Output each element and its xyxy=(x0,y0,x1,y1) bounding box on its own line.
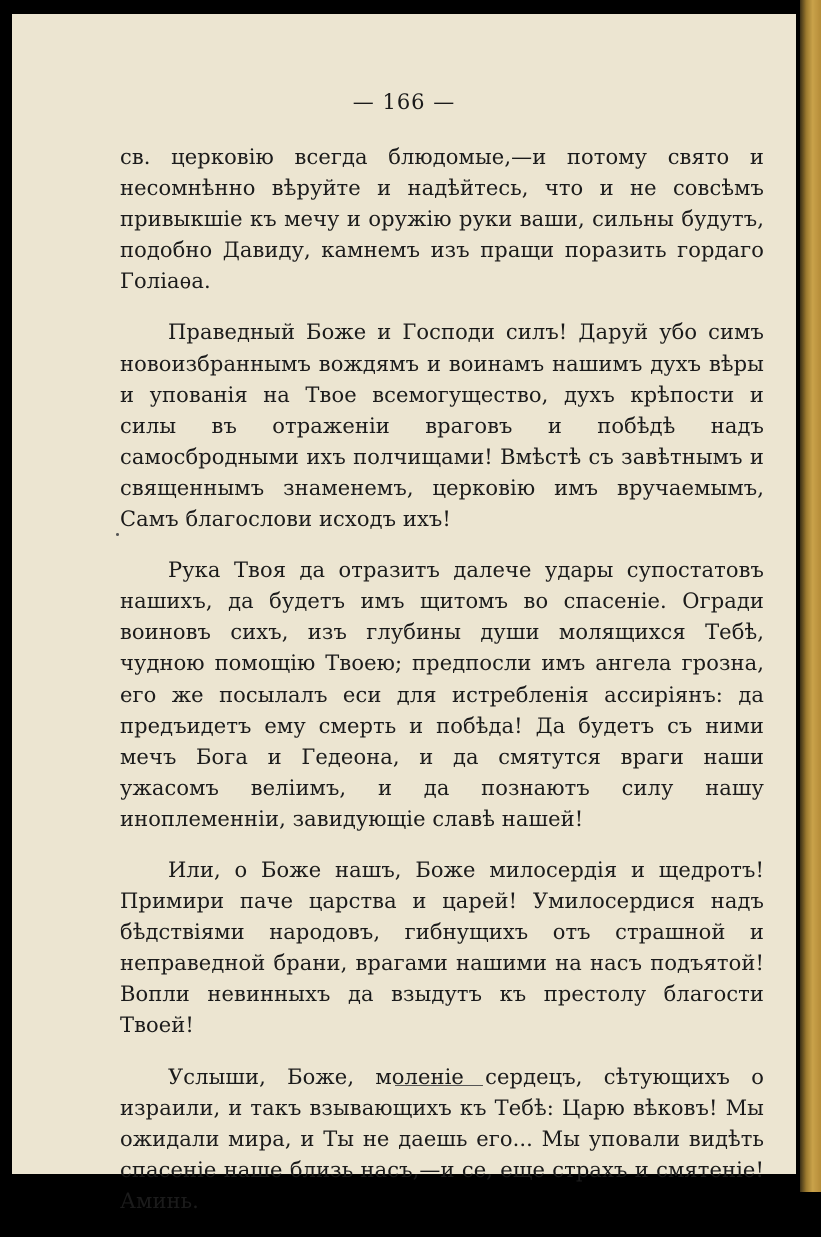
page-number: — 166 — xyxy=(352,90,456,114)
paragraph-prayer-invocation: Праведный Боже и Господи силъ! Даруй убо симъ новоизбраннымъ вождямъ и воинамъ нашимъ духъ вѣры и упованiя на Твое всемогущество, духъ крѣпости и силы въ отраженiи враговъ и побѣдѣ надъ самосбродными ихъ полчищами! Вмѣстѣ съ завѣтнымъ и священнымъ знаменемъ, церковiю имъ вручаемымъ, Самъ благослови исходъ ихъ! xyxy=(120,320,764,532)
paragraph-hand-of-god: Рука Твоя да отразитъ далече удары супостатовъ нашихъ, да будетъ имъ щитомъ во спасенiе. Огради воиновъ сихъ, изъ глубины души молящихся Тебѣ, чудною помощiю Твоею; предпосли имъ ангела грозна, его же посылалъ еси для истребленiя ассирiянъ: да предъидетъ ему смерть и побѣда! Да будетъ съ ними мечъ Бога и Гедеона, и да смятутся враги наши ужасомъ велiимъ, и да познаютъ силу нашу иноплеменнiи, завидующiе славѣ нашей! xyxy=(120,558,764,831)
adjacent-page-edge xyxy=(800,0,821,1192)
end-rule-divider xyxy=(395,1085,483,1086)
paragraph-mercy: Или, о Боже нашъ, Боже милосердiя и щедротъ! Примири паче царства и царей! Умилосердися надъ бѣдствiями народовъ, гибнущихъ отъ страшной и неправедной брани, врагами нашими на насъ подъятой! Вопли невинныхъ да взыдутъ къ престолу благости Твоей! xyxy=(120,857,764,1038)
book-page xyxy=(12,14,796,1213)
page-body xyxy=(120,142,764,1237)
margin-speck xyxy=(116,533,119,536)
paragraph-continuation: св. церковiю всегда блюдомые,—и потому свято и несомнѣнно вѣруйте и надѣйтесь, что и не совсѣмъ привыкшiе къ мечу и оружiю руки ваши, сильны будутъ, подобно Давиду, камнемъ изъ пращи поразить гордаго Голiаѳа. xyxy=(120,145,764,294)
paragraph-amen: Услыши, Боже, моленiе сердецъ, сѣтующихъ о израили, и такъ взывающихъ къ Тебѣ: Царю вѣковъ! Мы ожидали мира, и Ты не даешь его... Мы уповали видѣть спасенiе наше близь насъ,—и се, еще страхъ и смятенiе! Аминь. xyxy=(120,1064,764,1213)
